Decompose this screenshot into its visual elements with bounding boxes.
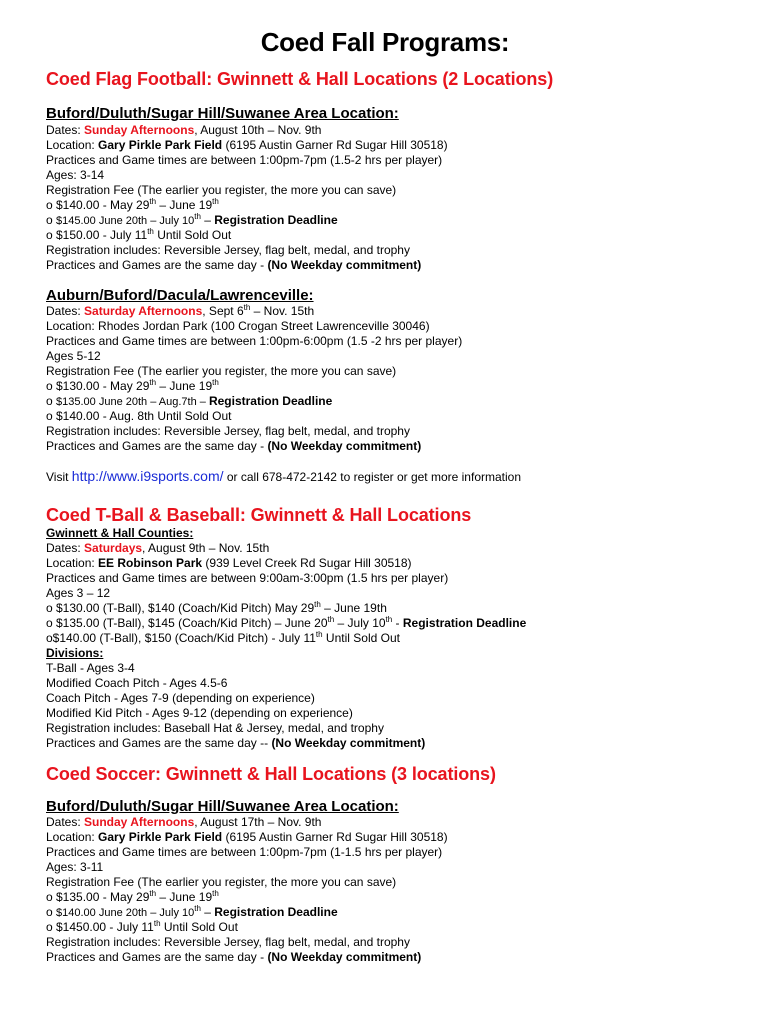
division-item: Coach Pitch - Ages 7-9 (depending on experience) [46, 691, 315, 705]
fee-intro-line: Registration Fee (The earlier you register, the more you can save) [46, 364, 397, 378]
price-line: o $145.00 June 20th – July 10th – Registration Deadline [46, 212, 338, 227]
soccer-loc1-details [46, 815, 448, 965]
visit-line: Visit http://www.i9sports.com/ or call 678-472-2142 to register or get more information [46, 468, 522, 484]
ages-line: Ages: 3-14 [46, 168, 105, 182]
includes-line: Registration includes: Reversible Jersey, flag belt, medal, and trophy [46, 243, 410, 257]
price-line: o$140.00 (T-Ball), $150 (Coach/Kid Pitch) - July 11th Until Sold Out [46, 630, 400, 645]
price-line: o $140.00 - Aug. 8th Until Sold Out [46, 409, 232, 423]
football-heading: Coed Flag Football: Gwinnett & Hall Locations (2 Locations) [46, 69, 554, 89]
dates-line: Dates: Sunday Afternoons, August 10th – Nov. 9th [46, 123, 322, 137]
baseball-details [46, 526, 526, 751]
counties-heading: Gwinnett & Hall Counties: [46, 526, 194, 540]
price-line: o $135.00 - May 29th – June 19th [46, 889, 219, 904]
football-loc1-heading: Buford/Duluth/Sugar Hill/Suwanee Area Location: [46, 105, 399, 122]
fee-intro-line: Registration Fee (The earlier you register, the more you can save) [46, 183, 397, 197]
price-line: o $1450.00 - July 11th Until Sold Out [46, 919, 238, 934]
location-line: Location: Gary Pirkle Park Field (6195 Austin Garner Rd Sugar Hill 30518) [46, 830, 448, 844]
dates-line: Dates: Sunday Afternoons, August 17th – Nov. 9th [46, 815, 322, 829]
price-line: o $140.00 - May 29th – June 19th [46, 197, 219, 212]
location-line: Location: Rhodes Jordan Park (100 Crogan Street Lawrenceville 30046) [46, 319, 430, 333]
football-loc2-details [46, 304, 462, 454]
football-loc2-heading: Auburn/Buford/Dacula/Lawrenceville: [46, 287, 314, 304]
ages-line: Ages 5-12 [46, 349, 101, 363]
same-day-line: Practices and Games are the same day - (No Weekday commitment) [46, 258, 422, 272]
division-item: Modified Coach Pitch - Ages 4.5-6 [46, 676, 228, 690]
divisions-heading: Divisions: [46, 646, 104, 660]
division-item: Modified Kid Pitch - Ages 9-12 (depending on experience) [46, 706, 353, 720]
times-line: Practices and Game times are between 9:00am-3:00pm (1.5 hrs per player) [46, 571, 449, 585]
includes-line: Registration includes: Baseball Hat & Jersey, medal, and trophy [46, 721, 384, 735]
location-line: Location: EE Robinson Park (939 Level Creek Rd Sugar Hill 30518) [46, 556, 412, 570]
dates-line: Dates: Saturdays, August 9th – Nov. 15th [46, 541, 270, 555]
same-day-line: Practices and Games are the same day - (No Weekday commitment) [46, 950, 422, 964]
price-line: o $150.00 - July 11th Until Sold Out [46, 227, 232, 242]
same-day-line: Practices and Games are the same day -- (No Weekday commitment) [46, 736, 426, 750]
page-title: Coed Fall Programs: [260, 27, 510, 57]
times-line: Practices and Game times are between 1:00pm-7pm (1.5-2 hrs per player) [46, 153, 443, 167]
price-line: o $130.00 - May 29th – June 19th [46, 378, 219, 393]
i9sports-link[interactable]: http://www.i9sports.com/ [71, 468, 224, 484]
soccer-heading: Coed Soccer: Gwinnett & Hall Locations (3 locations) [46, 764, 496, 784]
fee-intro-line: Registration Fee (The earlier you register, the more you can save) [46, 875, 397, 889]
division-item: T-Ball - Ages 3-4 [46, 661, 135, 675]
includes-line: Registration includes: Reversible Jersey, flag belt, medal, and trophy [46, 424, 410, 438]
baseball-heading: Coed T-Ball & Baseball: Gwinnett & Hall Locations [46, 505, 472, 525]
price-line: o $135.00 June 20th – Aug.7th – Registration Deadline [46, 394, 333, 408]
times-line: Practices and Game times are between 1:00pm-6:00pm (1.5 -2 hrs per player) [46, 334, 463, 348]
ages-line: Ages 3 – 12 [46, 586, 111, 600]
dates-line: Dates: Saturday Afternoons, Sept 6th – Nov. 15th [46, 303, 315, 318]
football-loc1-details [46, 123, 448, 273]
price-line: o $130.00 (T-Ball), $140 (Coach/Kid Pitch) May 29th – June 19th [46, 600, 387, 615]
price-line: o $135.00 (T-Ball), $145 (Coach/Kid Pitch) – June 20th – July 10th - Registration Deadline [46, 615, 527, 630]
location-line: Location: Gary Pirkle Park Field (6195 Austin Garner Rd Sugar Hill 30518) [46, 138, 448, 152]
same-day-line: Practices and Games are the same day - (No Weekday commitment) [46, 439, 422, 453]
ages-line: Ages: 3-11 [46, 860, 104, 874]
times-line: Practices and Game times are between 1:00pm-7pm (1-1.5 hrs per player) [46, 845, 443, 859]
soccer-loc1-heading: Buford/Duluth/Sugar Hill/Suwanee Area Location: [46, 798, 399, 815]
includes-line: Registration includes: Reversible Jersey, flag belt, medal, and trophy [46, 935, 410, 949]
price-line: o $140.00 June 20th – July 10th – Registration Deadline [46, 904, 338, 919]
